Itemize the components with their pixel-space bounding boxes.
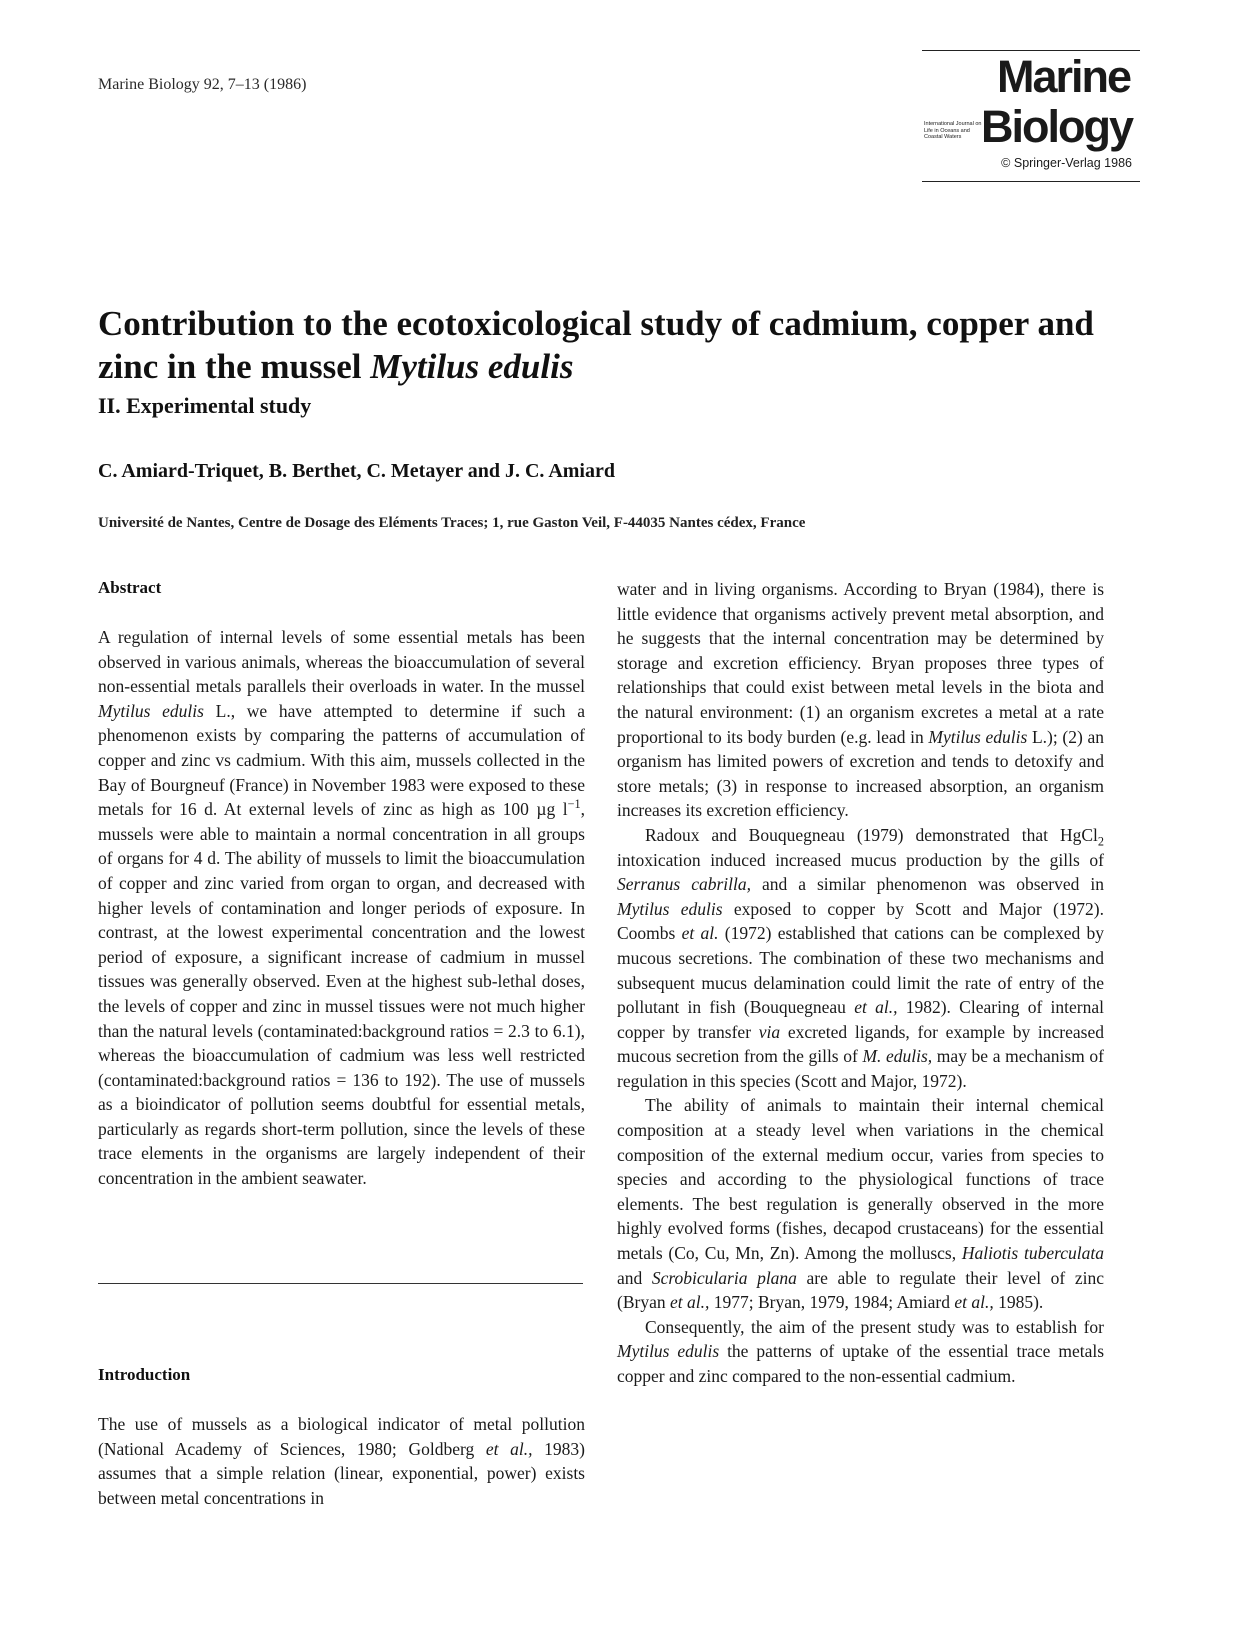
introduction-body	[98, 1412, 585, 1510]
title-main: Contribution to the ecotoxicological study of cadmium, copper and zinc in the mussel	[98, 304, 1094, 386]
rc-p3-etal-1: et al.,	[669, 1292, 710, 1313]
logo-bottom-rule	[922, 181, 1140, 182]
journal-citation: Marine Biology 92, 7–13 (1986)	[98, 76, 307, 93]
rc-p2-etal-1: et al.	[681, 923, 719, 944]
rc-p2-text-h: may be a mechanism of regulation in this species (Scott and Major, 1972).	[617, 1046, 1104, 1091]
rc-p3-species-2: Scrobicularia plana	[651, 1267, 797, 1288]
paragraph-regulation	[617, 1093, 1104, 1314]
logo-word-biology: Biology	[981, 101, 1132, 152]
rc-p2-text-b: intoxication induced increased mucus production by the gills of	[617, 849, 1104, 870]
rc-p3-text-e: 1985).	[993, 1292, 1044, 1313]
rc-p2-text-a: Radoux and Bouquegneau (1979) demonstrated that HgCl	[645, 824, 1098, 845]
rc-p4-text-a: Consequently, the aim of the present study was to establish for	[645, 1316, 1104, 1337]
abstract-text-1: A regulation of internal levels of some essential metals has been observed in various animals, whereas the bioaccumulation of several non-essential metals parallels their overloads in water. In the mussel	[98, 627, 585, 697]
abstract-divider	[98, 1283, 583, 1284]
author-list: C. Amiard-Triquet, B. Berthet, C. Metayer and J. C. Amiard	[98, 460, 615, 482]
paragraph-radoux	[617, 823, 1104, 1094]
rc-p3-text-a: The ability of animals to maintain their internal chemical composition at a steady level when variations in the chemical composition of the external medium occur, varies from species to species and according to the physiological functions of trace elements. The best regulation is generally observed in the more highly evolved forms (fishes, decapod crustaceans) for the essential metals (Co, Cu, Mn, Zn). Among the molluscs,	[617, 1095, 1104, 1264]
article-subtitle: II. Experimental study	[98, 393, 312, 418]
rc-p3-species-1: Haliotis tuberculata	[961, 1243, 1104, 1264]
title-species: Mytilus edulis	[370, 347, 574, 386]
rc-p2-text-g: excreted ligands, for example by increased mucous secretion from the gills of	[617, 1021, 1104, 1067]
abstract-body	[98, 625, 585, 1191]
copyright-notice: © Springer-Verlag 1986	[1001, 156, 1132, 170]
rc-p1-text-b: L.); (2) an organism has limited powers of excretion and tends to detoxify and store metals; (3) in response to increased absorption, an organism increases its excretion efficiency.	[617, 726, 1104, 821]
rc-p2-text-c: and a similar phenomenon was observed in	[750, 874, 1104, 895]
intro-text-2: 1983) assumes that a simple relation (linear, exponential, power) exists between metal concentrations in	[98, 1438, 585, 1508]
rc-p2-species-2: Mytilus edulis	[617, 898, 723, 919]
article-title	[98, 302, 1098, 388]
abstract-paragraph	[98, 625, 585, 1191]
intro-text-1: The use of mussels as a biological indicator of metal pollution (National Academy of Sciences, 1980; Goldberg	[98, 1414, 585, 1459]
rc-p4-text-b: the patterns of uptake of the essential trace metals copper and zinc compared to the non-essential cadmium.	[617, 1341, 1105, 1386]
abstract-text-2: L., we have attempted to determine if such a phenomenon exists by comparing the patterns of accumulation of copper and zinc vs cadmium. With this aim, mussels collected in the Bay of Bourgneuf (France) in November 1983 were exposed to these metals for 16 d. At external levels of zinc as high as 100 µg l	[98, 700, 585, 820]
abstract-species: Mytilus edulis	[98, 700, 204, 721]
abstract-text-3: , mussels were able to maintain a normal concentration in all groups of organs for 4 d. The ability of mussels to limit the bioaccumulation of copper and zinc varied from organ to organ, and decreased with higher levels of contamination and longer periods of exposure. In contrast, at the lowest experimental concentration and the lowest period of exposure, a significant increase of cadmium in mussel tissues was generally observed. Even at the highest sub-lethal doses, the levels of copper and zinc in mussel tissues were not much higher than the natural levels (contaminated:background ratios = 2.3 to 6.1), whereas the bioaccumulation of cadmium was less well restricted (contaminated:background ratios = 136 to 192). The use of mussels as a bioindicator of pollution seems doubtful for essential metals, particularly as regards short-term pollution, since the levels of these trace elements in the organisms are largely independent of their concentration in the ambient seawater.	[98, 799, 585, 1189]
rc-p2-subscript: 2	[1097, 834, 1104, 849]
intro-etal: et al.,	[485, 1438, 533, 1459]
paragraph-aim	[617, 1315, 1104, 1389]
rc-p3-text-b: and	[617, 1267, 652, 1288]
journal-logo	[922, 50, 1140, 182]
abstract-unit-exponent: −1	[567, 797, 581, 812]
author-affiliation: Université de Nantes, Centre de Dosage des Eléments Traces; 1, rue Gaston Veil, F-44035 Nantes cédex, France	[98, 515, 806, 531]
rc-p4-species: Mytilus edulis	[617, 1341, 720, 1362]
logo-word-marine: Marine	[996, 51, 1130, 102]
rc-p2-text-f: 1982). Clearing of internal copper by transfer	[617, 997, 1104, 1042]
rc-p3-etal-2: et al.,	[954, 1292, 994, 1313]
paragraph-bryan	[617, 577, 1104, 823]
logo-tagline: International Journal on Life in Oceans and Coastal Waters	[924, 121, 982, 140]
introduction-paragraph	[98, 1412, 585, 1510]
rc-p2-species-3: M. edulis,	[862, 1046, 933, 1067]
rc-p2-text-e: (1972) established that cations can be complexed by mucous secretions. The combination of these two mechanisms and subsequent mucus delamination could limit the rate of entry of the pollutant in fish (Bouquegneau	[617, 923, 1104, 1018]
rc-p1-text-a: water and in living organisms. According to Bryan (1984), there is little evidence that organisms actively prevent metal absorption, and he suggests that the internal concentration may be determined by storage and excretion efficiency. Bryan proposes three types of relationships that could exist between metal levels in the biota and the natural environment: (1) an organism excretes a metal at a rate proportional to its body burden (e.g. lead in	[617, 579, 1104, 747]
rc-p2-species-1: Serranus cabrilla,	[617, 874, 751, 895]
rc-p3-text-c: are able to regulate their level of zinc (Bryan	[617, 1267, 1104, 1313]
right-column-body	[617, 577, 1104, 1389]
rc-p2-via: via	[758, 1021, 781, 1042]
rc-p1-species: Mytilus edulis	[928, 726, 1028, 747]
rc-p3-text-d: 1977; Bryan, 1979, 1984; Amiard	[709, 1292, 955, 1313]
rc-p2-etal-2: et al.,	[854, 997, 898, 1018]
abstract-heading: Abstract	[98, 578, 162, 597]
introduction-heading: Introduction	[98, 1365, 191, 1384]
rc-p2-text-d: exposed to copper by Scott and Major (1972). Coombs	[617, 898, 1105, 944]
